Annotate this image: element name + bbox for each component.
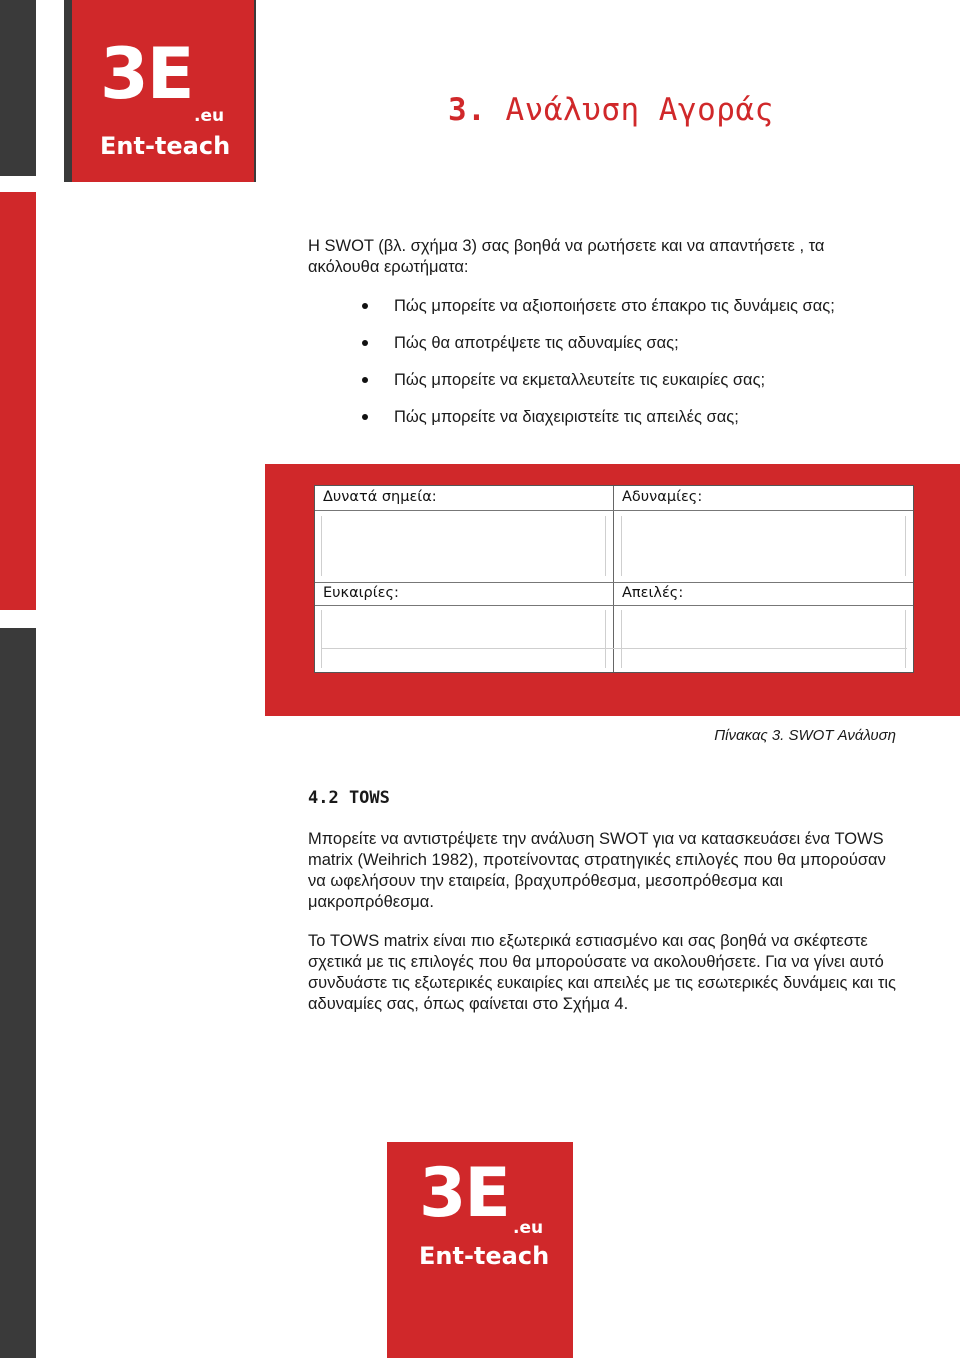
question-list — [362, 296, 835, 444]
bullet-icon — [362, 414, 368, 420]
list-item — [362, 333, 835, 370]
swot-guide — [605, 610, 606, 668]
swot-guide — [605, 516, 606, 576]
swot-divider-vertical — [613, 486, 614, 672]
swot-opportunities-label: Ευκαιρίες: — [323, 585, 399, 601]
left-bar-dark-top — [0, 0, 36, 176]
page-title — [448, 92, 774, 128]
list-item — [362, 370, 835, 407]
swot-divider-middle — [315, 582, 913, 583]
left-bar-red — [0, 192, 36, 610]
section-number: 3. — [448, 92, 487, 128]
question-text: Πώς μπορείτε να εκμεταλλευτείτε τις ευκαιρίες σας; — [394, 371, 766, 389]
list-item — [362, 296, 835, 333]
question-text: Πώς μπορείτε να διαχειριστείτε τις απειλές σας; — [394, 408, 739, 426]
swot-guide — [321, 648, 907, 649]
list-item — [362, 407, 835, 444]
swot-guide — [905, 516, 906, 576]
tows-paragraph-2: Το TOWS matrix είναι πιο εξωτερικά εστιασμένο και σας βοηθά να σκέφτεστε σχετικά με τις επιλογές που θα μπορούσατε να ακολουθήσετε. Για να γίνει αυτό συνδυάστε τις εξωτερικές ευκαιρίες και απειλές με τις εσωτερικές δυνάμεις και τις αδυναμίες σας, όπως φαίνεται στο Σχήμα 4. — [308, 932, 896, 1013]
logo-3e-glyph: 3E — [100, 33, 193, 115]
bullet-icon — [362, 377, 368, 383]
bullet-icon — [362, 303, 368, 309]
swot-threats-label: Απειλές: — [622, 585, 684, 601]
logo-name: Ent-teach — [100, 132, 231, 160]
swot-guide — [621, 610, 622, 668]
left-bar-dark-bottom — [0, 628, 36, 1358]
tows-paragraph-1: Μπορείτε να αντιστρέψετε την ανάλυση SWOT για να κατασκευάσει ένα TOWS matrix (Weihrich 1982), προτείνοντας στρατηγικές επιλογές που θα μπορούσαν να ωφελήσουν την εταιρεία, βραχυπρόθεσμα, μεσοπρόθεσμα και μακροπρόθεσμα. — [308, 830, 886, 911]
question-text: Πώς μπορείτε να αξιοποιήσετε στο έπακρο τις δυνάμεις σας; — [394, 297, 835, 315]
intro-paragraph: Η SWOT (βλ. σχήμα 3) σας βοηθά να ρωτήσετε και να απαντήσετε , τα ακόλουθα ερωτήματα: — [308, 237, 825, 276]
swot-strengths-label: Δυνατά σημεία: — [323, 489, 437, 505]
logo-mark — [72, 0, 254, 182]
swot-guide — [621, 516, 622, 576]
logo-suffix: .eu — [194, 106, 225, 126]
logo-name: Ent-teach — [419, 1242, 550, 1270]
footer-logo — [387, 1142, 573, 1358]
header-logo — [72, 0, 254, 182]
bullet-icon — [362, 340, 368, 346]
swot-table — [314, 485, 914, 673]
logo-mark — [387, 1142, 573, 1358]
tows-heading: 4.2 TOWS — [308, 788, 390, 808]
section-title: Ανάλυση Αγοράς — [505, 92, 774, 128]
question-text: Πώς θα αποτρέψετε τις αδυναμίες σας; — [394, 334, 679, 352]
logo-3e-glyph: 3E — [419, 1154, 509, 1233]
swot-divider-lower — [315, 605, 913, 606]
swot-divider-top — [315, 510, 913, 511]
swot-guide — [321, 516, 322, 576]
table-caption: Πίνακας 3. SWOT Ανάλυση — [714, 727, 896, 744]
swot-weaknesses-label: Αδυναμίες: — [622, 489, 703, 505]
swot-guide — [905, 610, 906, 668]
swot-guide — [321, 610, 322, 668]
logo-suffix: .eu — [513, 1218, 544, 1238]
